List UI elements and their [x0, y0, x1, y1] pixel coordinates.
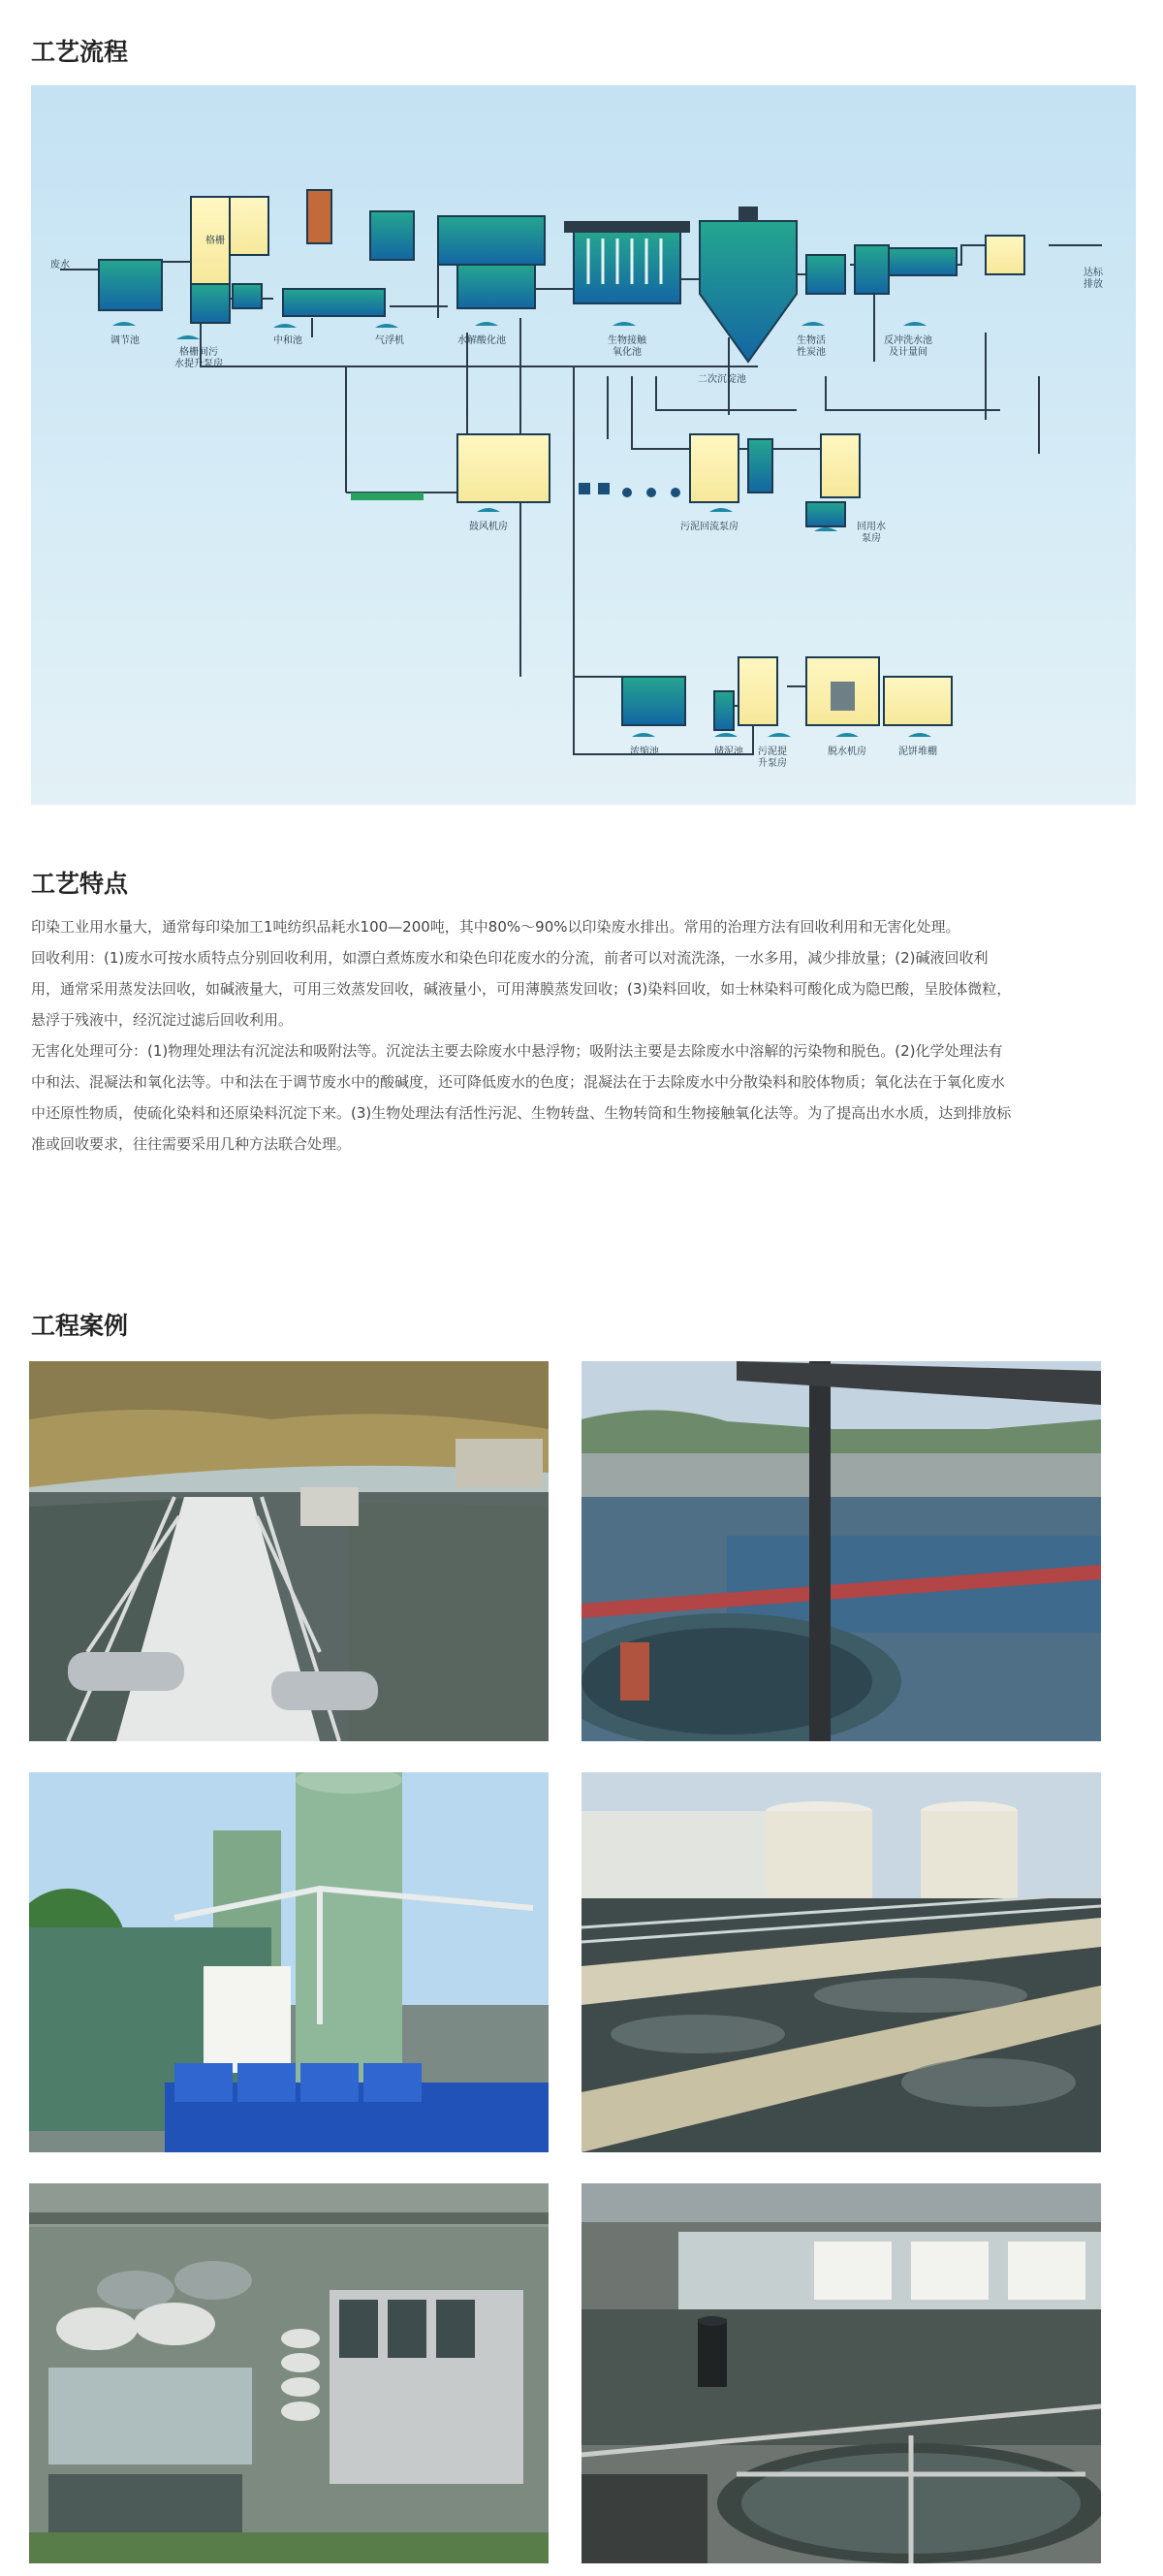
label-bio-carbon: 生物活 性炭池 [797, 335, 826, 358]
case-photo-5 [29, 2183, 549, 2563]
label-blower-room: 鼓风机房 [469, 522, 508, 532]
label-reverse-wash: 反冲洗水池 及计量间 [884, 335, 932, 358]
case-photo-1 [29, 1361, 549, 1741]
process-flow-title: 工艺流程 [31, 38, 129, 66]
label-grille-pump: 格栅间污 水提升泵房 [174, 347, 223, 369]
label-concentration-tank: 浓缩池 [630, 747, 659, 757]
label-bio-contact: 生物接触 氧化池 [608, 335, 646, 358]
cases-title: 工程案例 [31, 1312, 129, 1340]
label-reuse-pump: 回用水 泵房 [857, 522, 886, 544]
label-sludge-lift: 污泥提 升泵房 [758, 747, 787, 769]
label-hydrolysis: 水解酸化池 [457, 335, 506, 346]
label-sludge-return: 污泥回流泵房 [680, 522, 739, 532]
label-air-float: 气浮机 [375, 335, 404, 346]
label-grille: 格栅 [205, 236, 225, 246]
case-photo-4 [582, 1772, 1101, 2152]
label-regulating-tank: 调节池 [110, 335, 140, 346]
features-paragraph-1: 印染工业用水量大，通常每印染加工1吨纺织品耗水100—200吨，其中80%～90%以印染废水排出。常用的治理方法有回收利用和无害化处理。 [31, 918, 960, 936]
features-title: 工艺特点 [31, 870, 129, 898]
label-secondary-sedimentation: 二次沉淀池 [698, 374, 746, 385]
label-neutral-tank: 中和池 [273, 335, 302, 346]
label-outlet: 达标 排放 [1084, 268, 1103, 290]
label-sludge-storage: 储泥池 [714, 747, 743, 757]
label-sludge-cake: 泥饼堆棚 [898, 747, 937, 757]
process-flow-diagram [31, 85, 1136, 805]
features-text [31, 911, 1014, 1160]
process-flow-drawing [31, 85, 1136, 805]
case-photo-2 [582, 1361, 1101, 1741]
case-photo-3 [29, 1772, 549, 2152]
label-wastewater: 废水 [50, 260, 70, 270]
label-dewatering-room: 脱水机房 [828, 747, 866, 757]
case-photo-6 [582, 2183, 1101, 2563]
features-paragraph-2: 回收利用：(1)废水可按水质特点分别回收利用，如漂白煮炼废水和染色印花废水的分流，前者可以对流洗涤，一水多用，减少排放量；(2)碱液回收利用，通常采用蒸发法回收，如碱液量大，可用三效蒸发回收，碱液量小，可用薄膜蒸发回收；(3)染料回收，如士林染料可酸化成为隐巴酸，呈胶体微粒，悬浮于残液中，经沉淀过滤后回收利用。 [31, 949, 1012, 1029]
features-paragraph-3: 无害化处理可分：(1)物理处理法有沉淀法和吸附法等。沉淀法主要去除废水中悬浮物；吸附法主要是去除废水中溶解的污染物和脱色。(2)化学处理法有中和法、混凝法和氧化法等。中和法在于调节废水中的酸碱度，还可降低废水的色度；混凝法在于去除废水中分散染料和胶体物质；氧化法在于氧化废水中还原性物质，使硫化染料和还原染料沉淀下来。(3)生物处理法有活性污泥、生物转盘、生物转筒和生物接触氧化法等。为了提高出水水质，达到排放标准或回收要求，往往需要采用几种方法联合处理。 [31, 1042, 1012, 1153]
